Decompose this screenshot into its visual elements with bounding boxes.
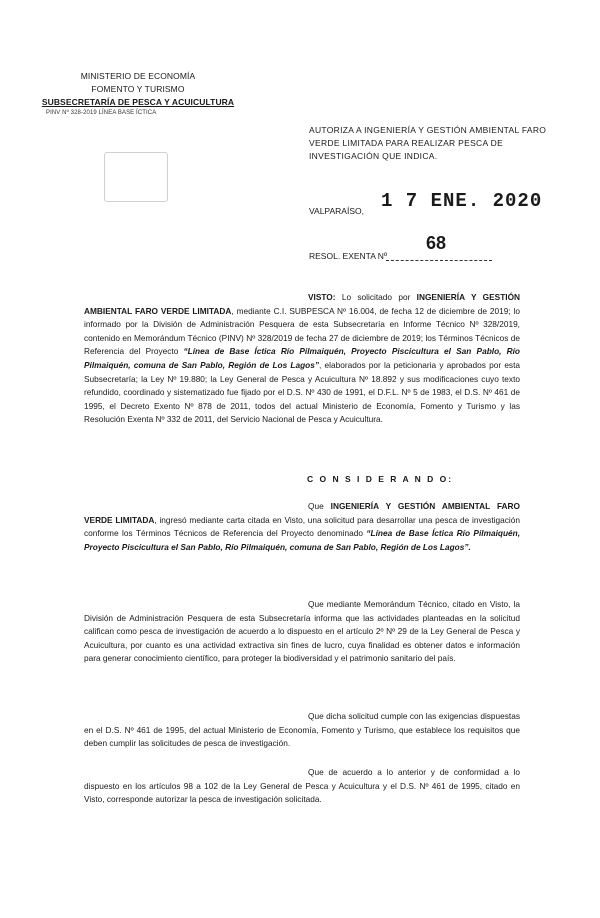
resolution-underline xyxy=(386,260,492,261)
c1-text-1: Que xyxy=(308,501,331,511)
c1-text-2: , ingresó mediante carta citada en Visto, una solicitud para desarrollar una pesca de investigación conforme los Términos Técnicos de Referencia del Proyecto denominado xyxy=(84,514,520,539)
resolution-number: 68 xyxy=(426,233,447,253)
visto-company: INGENIERÍA Y GESTIÓN AMBIENTAL FARO VERDE LIMITADA xyxy=(84,292,521,316)
c1-company: INGENIERÍA Y GESTIÓN AMBIENTAL FARO VERDE LIMITADA xyxy=(84,501,520,525)
c3-text: Que dicha solicitud cumple con las exigencias dispuestas en el D.S. Nº 461 de 1995, del actual Ministerio de Economía, Fomento y Turismo, que establece los requisitos que deben cumplir las solicitudes de pesca de investigación. xyxy=(84,711,520,749)
considerando-2 xyxy=(84,598,520,666)
visto-text-1: Lo solicitado por xyxy=(335,292,417,302)
resolution-label: RESOL. EXENTA Nº xyxy=(309,251,388,261)
c2-text: Que mediante Memorándum Técnico, citado en Visto, la División de Administración Pesquera de esta Subsecretaría informa que las actividades planteadas en la solicitud califican como pesca de investigación de acuerdo a lo dispuesto en el artículo 2º Nº 29 de la Ley General de Pesca y Acuicultura, por cuanto es una actividad extractiva sin fines de lucro, cuya finalidad es obtener datos e información para generar conocimiento científico, para proteger la biodiversidad y el patrimonio sanitario del país. xyxy=(84,599,520,664)
faded-stamp-image xyxy=(104,152,168,202)
ministry-name-line2: FOMENTO Y TURISMO xyxy=(91,84,185,94)
considerando-heading: C O N S I D E R A N D O: xyxy=(307,474,454,484)
considerando-3 xyxy=(84,710,520,751)
city-label: VALPARAÍSO, xyxy=(309,206,364,216)
visto-text-3: , elaborados por la peticionaria y aprobados por esta Subsecretaría; la Ley Nº 19.880; la Ley General de Pesca y Acuicultura Nº 18.892 y sus modificaciones cuyo texto refundido, coordinado y sistematizado fue fijado por el D.S. Nº 430 de 1991, el D.F.L. Nº 5 de 1983, el D.S. Nº 461 de 1995, el Decreto Exento Nº 878 de 2011, todos del actual Ministerio de Economía, Fomento y Turismo y las Resolución Exenta Nº 332 de 2011, del Servicio Nacional de Pesca y Acuicultura. xyxy=(84,359,520,425)
subsecretariat-name: SUBSECRETARÍA DE PESCA Y ACUICULTURA xyxy=(41,97,235,107)
considerando-1 xyxy=(84,500,520,554)
visto-paragraph xyxy=(84,291,520,427)
ministry-name: MINISTERIO DE ECONOMÍA xyxy=(80,71,196,81)
visto-text-2: , mediante C.I. SUBPESCA Nº 16.004, de fecha 12 de diciembre de 2019; lo informado por la División de Administración Pesquera de esta Subsecretaría en Informe Técnico Nº 328/2019, contenido en Memorándum Técnico (PINV) Nº 328/2019 de fecha 27 de diciembre de 2019; los Términos Técnicos de Referencia del Proyecto xyxy=(84,305,520,357)
c1-project: “Línea de Base Íctica Río Pilmaiquén, Proyecto Piscicultura el San Pablo, Río Pilmaiquén, comuna de San Pablo, Región de Los Lagos”. xyxy=(84,528,521,552)
date-stamp: 1 7 ENE. 2020 xyxy=(381,190,543,212)
c4-text: Que de acuerdo a lo anterior y de conformidad a lo dispuesto en los artículos 98 a 102 de la Ley General de Pesca y Acuicultura y el D.S. Nº 461 de 1995, citado en Visto, corresponde autorizar la pesca de investigación solicitada. xyxy=(84,767,520,805)
reference-code: PINV Nº 328-2019 LÍNEA BASE ÍCTICA xyxy=(46,110,157,116)
considerando-4 xyxy=(84,766,520,807)
visto-label: VISTO: xyxy=(308,292,336,302)
visto-project: “Línea de Base Íctica Río Pilmaiquén, Proyecto Piscicultura el San Pablo, Río Pilmaiquén, comuna de San Pablo, Región de Los Lagos” xyxy=(84,346,520,370)
letterhead xyxy=(38,70,238,118)
subject-text: AUTORIZA A INGENIERÍA Y GESTIÓN AMBIENTAL FARO VERDE LIMITADA PARA REALIZAR PESCA DE INVESTIGACIÓN QUE INDICA. xyxy=(309,125,547,161)
